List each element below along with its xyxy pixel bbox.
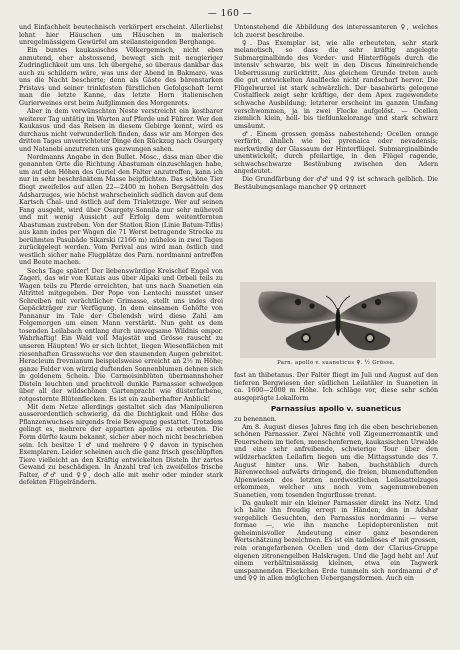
page-number: — 160 — [207, 9, 253, 19]
paragraph: Die Grundfärbung der ♂♂ und ♀♀ ist schwach gelblich. Die Bestäubungsanlage mancher ♀♀ erinnert [234, 176, 438, 191]
paragraph: fast an thibetanus. Der Falter fliegt im Juli und August auf den tieferen Bergwiesen der südlichen Leilatäler in Suanetien in ca. 1600—2000 m Höhe. Ich schläge vor, diese sehr schön ausgeprägte Lokalform [234, 372, 438, 402]
paragraph: Sechs Tage später! Der liebenswürdige Kreischef Engel von Zageri, das wir von Kutais aus über Alpaki und Orbeli teils zu Wagen teils zu Pferde erreichten, hat uns nach Suanetien ein Altrittel mitgegeben. Der Pope von Lentechi musstet unser Schreiben mit verächtlicher Grimasse, stellt uns indes drei Gepäckträger zur Verfügung. In dem einsamen Gehöfte von Pannanur im Tale der Chelendsh wird diese Zahl am Folgemorgen um einen Mann verstärkt. Nun geht es dem tosenden Leilabach entlang durch unwegsame Wildnis empor. Wahrhaftig! Ein Wald voll Majestät und Grösse rauscht zu unseren Häupten! Wo er sich lichtet, liegen Wiesenflächen mit riesenhaften Grasswuchs vor den staunenden Augen gebreitet. Heracleum frevnianum beispielsweise erreicht an 2½ m Höhe; ganze Felder von würzig duftenden Sonnenblumen dehnen sich in goldenem Schein. Die Carmoisinblüten übermannshoher Disteln leuchten und prachtvoll dunkle Parnassier schwelgen über all der wildschönen Gartenpracht wie düsterfarbene, rotgesternte Blütenflecken. Es ist ein zauberhafter Anblick! [19, 267, 223, 403]
paragraph: Ein buntes kaukasisches Völkergemisch, nicht eben anmutend, eher abstossend, bewegt sich mit neugieriger Zudringlichkeit um uns. Ich übergehe, so überaus dankbar das auch zu schildern wäre, was uns der Abend in Bakmaro, was uns die Nacht bescherte; denn als Gäste des bärenstarken Pristavs und seiner trinkfesten fürstlichen Gefolgschaft lernt man die letzte Kanne, das letzte Horn italienischen Gurierweines erst beim Aufglimmen des Morgenrots. [19, 47, 223, 107]
right-column-bottom [234, 372, 438, 644]
plate-caption: Parn. apollo v. suaneticus ♀. ½ Grösse. [277, 360, 395, 366]
paragraph: und Einfachheit beutechnisch verkörpert erscheint. Allerliebst lehnt hier Häuschen um Häuschen in malerisch unregelmässigem Gewürfel am steilansteigenden Berghange. [19, 24, 223, 47]
butterfly-illustration-icon [240, 282, 436, 358]
paragraph: Am 8. August dieses Jahres fing ich die eben beschriebenen schönen Parnassier. Zwei Nächte voll Zigeunerromantik und Feuerschein im tiefen, menschenfernen, kaukasischen Urwalde und eine sehr anfreibende, schwierige Tour über den wildzerhackten Leilafirn liegen um die Mittagsstunde des 7. August hinter uns. Wir haben, buchstäblich durch Bärenwechsel aufwärts dringend, die freien, blumenduftenden Alpenwiesen des letzten nordwestlichen Leilasattelzuges erkommen, welcher uns noch vom sagenumwobenen Suanetien, vom tosenden Ingurflusse trennt. [234, 423, 438, 499]
paragraph: zu benennen. [234, 415, 277, 423]
section-heading: Parnassius apollo v. suaneticus [270, 404, 402, 414]
paragraph: Nordmanns Angabe in den Bullet. Mosc., dass man über die genannten Orte die Richtung Abastuman einzuschlagen habe, um auf den Höhen des Guriel den Falter anzutreffen, kann ich nur in sehr beschränktem Masse beipflichten. Das schöne Tier fliegt zweifellos auf allen 22—2400 m hohen Bergsätteln des Adsharzuges, wie höchst wahrscheinlich südlich davon auf dem Kartsch Chal- und östlich auf dem Trialetzuge. Wer auf seinen Fang ausgeht, wird über Osurgety-Sonnila nur sehr mühevoll und mit wenig Aussicht auf Erfolg dem weitentfernten Abastuman zustreben. Von der Station Rion (Linie Batum-Tiflis) aus kann indes per Wagen die 71 Werst betragende Strecke zu berühmten Pasubäde Sikarski (2166 m) mühelos in zwei Tagen zurückgelegt werden. Vom Perival aus wird man östlich und westlich sicher nahe Flugplätze des Parn. nordmanni antreffen und Beute machen. [19, 153, 223, 267]
left-column [19, 24, 223, 644]
paragraph: Da gaukelt mir ein kleiner Parnassier direkt ins Netz. Und ich halte ihn freudig erregt in Händen, den in Adshar vergeblich Gesuchten, den Parnassius nordmanni — verse formae —, wie ihn manche Lepidopterenlisten mit geheimnisvoller Andeutung einer ganz besonderen Wertschätzung bezeichnen. Es ist ein tadelloses ♂ mit grossen, rein orangefarbenen Ocellen und dem der Clarius-Gruppe eigenen zitronengelben Halskragen. Und die Jagd hebt an! Auf einem verhältnismässig kleinen, etwa ein Tagwerk umspannenden Fleckchen Erde tummeln sich nordmanni ♂♂ und ♀♀ in allen möglichen Uebergangsformen. Auch ein [234, 499, 438, 583]
paragraph: ♀. Das Exemplar ist, wie alle erbeuteten, sehr stark melanotisch, so dass die sehr kräftig angelegte Submarginalbinde des Vorder- und Hinterflügels durch die intensiv schwarze, bis weit in den Discus hineinreichende Ueberrussung zurücktritt. Aus gleichem Grunde treten auch die gut entwickelten Analflecke nicht randscharf hervor. Die Flügelwurzel ist stark schwärzlich. Der basalwärts gelegene Costalfleck zeigt sehr kräftige, der dem Apex zugewendete schwache Ausbildung; letzterer erscheint im ganzen Umfang verschwommen, ja in zwei Flecke aufgelöst. — Ocellen ziemlich klein, hell- bis tiefdunkelorange und stark schwarz umsäumt. [234, 39, 438, 130]
paragraph: Mit dem Netze allerdings gestaltet sich das Manipulieren ausserordentlich schwierig, da die Dichtigkeit und Höhe des Pflanzenwuchses nirgends freie Bewegung gestattet. Trotzdem gelingt es, mehrere der apparten apollos zu erbeuten. Die Form dürfte kaum bekannt, sicher aber noch nicht beschrieben sein. Ich besitze 1 ♂ und mehrere ♀♀ davon in typischen Exemplaren. Leider scheinen auch die ganz frisch geschlüpften Tiere vielleicht an den Kräftig entwickelten Disteln ihr zartes Gewand zu beschädigen. In Anzahl traf ich zweifellos frische Falter, ♂♂ und ♀♀, doch alle mit mehr oder minder stark defekten Flügelrändern. [19, 403, 223, 487]
paragraph: Untenstehend die Abbildung des interessanteren ♀, welches ich zuerst beschreibe. [234, 24, 438, 39]
right-column-top [234, 24, 438, 282]
paragraph: ♂. Einem grossen gemäss nahestehend; Ocellen orange verfärbt, ähnlich wie bei pyrenaica oder nevadensis; merkwürdig der Glassaum der Hinterflügel. Submarginalbinde unentwickelt; durch pfeilartige, in den Flügel ragende, schwachschwarze Bestäubung zwischen den Adern angedeutet. [234, 130, 438, 176]
paragraph: Aber in dem verwünschten Neste verstreicht ein kostbarer weiterer Tag untätig im Warten auf Pferde und Führer. Wer den Kaukasus und das Reisen in diesem Gebirge kennt, wird es durchaus nicht verwunderlich finden, dass wir am Morgen des dritten Tages unverrichteter Dinge den Rückzug nach Osurgety und Natanebi anzutreten uns gezwungen sahen. [19, 108, 223, 153]
butterfly-plate [240, 282, 436, 358]
